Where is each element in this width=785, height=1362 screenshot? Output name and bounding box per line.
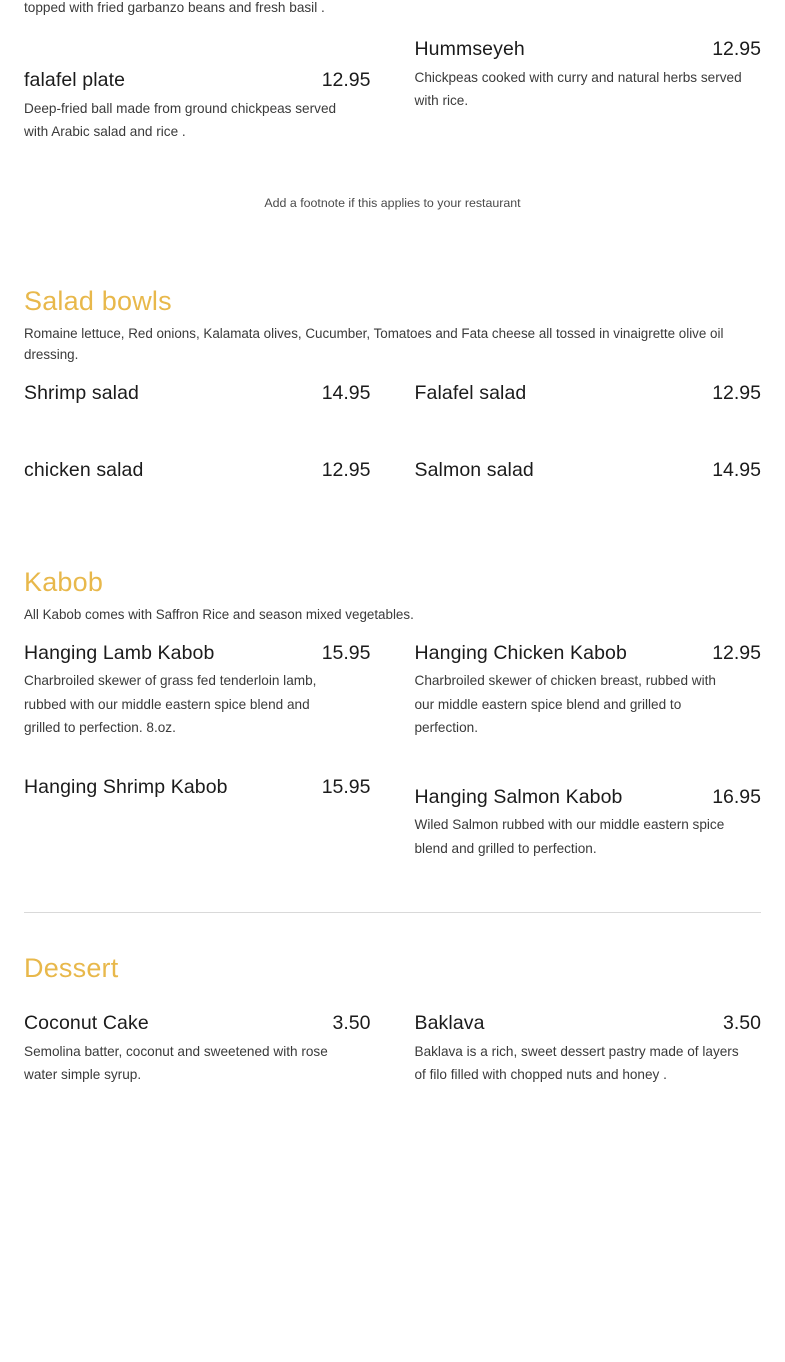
spacer	[24, 210, 761, 284]
menu-section-kabob	[24, 565, 761, 866]
menu-item-price: 3.50	[723, 1012, 761, 1035]
menu-item-salmon-salad	[415, 457, 762, 485]
menu-column-left	[24, 640, 393, 866]
menu-item-baklava	[415, 1010, 762, 1086]
menu-item-clipped	[24, 0, 371, 19]
menu-item-falafel-plate	[24, 67, 371, 143]
menu-item-description: Deep-fried ball made from ground chickpeas served with Arabic salad and rice .	[24, 101, 337, 140]
menu-item-header	[415, 457, 762, 485]
menu-item-coconut-cake	[24, 1010, 371, 1086]
menu-item-price: 15.95	[321, 775, 371, 798]
menu-item-header	[24, 457, 371, 485]
menu-item-name: Hanging Shrimp Kabob	[24, 775, 228, 798]
menu-item-description: Charbroiled skewer of grass fed tenderloin lamb, rubbed with our middle eastern spice blend and grilled to perfection. 8.oz.	[24, 673, 317, 736]
menu-item-price: 12.95	[321, 459, 371, 482]
spacer	[24, 491, 761, 565]
section-subtitle: Romaine lettuce, Red onions, Kalamata olives, Cucumber, Tomatoes and Fata cheese all tossed in vinaigrette olive oil dressing.	[24, 325, 724, 363]
menu-column-left	[24, 380, 393, 491]
menu-item-header	[415, 380, 762, 408]
menu-column-right	[393, 640, 762, 866]
menu-section-salad-bowls	[24, 284, 761, 491]
menu-item-header	[24, 640, 371, 668]
menu-item-name: Hummseyeh	[414, 38, 525, 60]
menu-item-shrimp-salad	[24, 380, 371, 408]
menu-column-left	[24, 1010, 393, 1092]
menu-item-description: Wiled Salmon rubbed with our middle eastern spice blend and grilled to perfection.	[414, 817, 725, 856]
spacer	[24, 866, 761, 912]
menu-item-name: Falafel salad	[414, 381, 527, 404]
menu-item-hanging-chicken-kabob	[415, 640, 762, 740]
menu-item-price: 16.95	[712, 785, 761, 808]
menu-item-description: Charbroiled skewer of chicken breast, rubbed with our middle eastern spice blend and grilled to perfection.	[414, 673, 716, 736]
menu-item-header	[415, 36, 762, 64]
section-title: Kabob	[24, 567, 104, 598]
menu-item-header	[24, 380, 371, 408]
menu-item-name: Coconut Cake	[24, 1012, 149, 1035]
menu-item-hanging-shrimp-kabob	[24, 774, 371, 802]
menu-item-price: 12.95	[712, 381, 761, 404]
menu-item-price: 3.50	[332, 1012, 371, 1035]
menu-item-hummseyeh	[415, 36, 762, 112]
menu-item-price: 12.95	[712, 38, 761, 60]
menu-item-description: Baklava is a rich, sweet dessert pastry made of layers of filo filled with chopped nuts and honey .	[414, 1043, 739, 1083]
menu-item-header	[24, 1010, 371, 1038]
menu-item-name: Hanging Lamb Kabob	[24, 641, 215, 664]
menu-item-price: 12.95	[712, 641, 761, 664]
section-title: Salad bowls	[24, 285, 172, 316]
menu-item-price: 12.95	[321, 69, 371, 92]
menu-grid	[24, 380, 761, 491]
menu-footnote: Add a footnote if this applies to your restaurant	[264, 195, 521, 210]
spacer	[24, 913, 761, 951]
menu-item-name: chicken salad	[24, 459, 144, 482]
menu-item-name: Hanging Salmon Kabob	[414, 785, 623, 808]
menu-item-chicken-salad	[24, 457, 371, 485]
menu-item-name: Hanging Chicken Kabob	[414, 641, 627, 664]
menu-section-dessert	[24, 951, 761, 1093]
menu-item-price: 15.95	[321, 641, 371, 664]
menu-grid	[24, 640, 761, 866]
menu-grid	[24, 1010, 761, 1092]
menu-item-name: Salmon salad	[414, 459, 534, 482]
section-subtitle: All Kabob comes with Saffron Rice and season mixed vegetables.	[24, 607, 414, 623]
menu-column-right	[393, 1010, 762, 1092]
menu-item-description: topped with fried garbanzo beans and fresh basil .	[24, 0, 325, 15]
menu-item-hanging-salmon-kabob	[415, 784, 762, 860]
menu-item-name: Shrimp salad	[24, 381, 140, 404]
menu-item-header	[415, 1010, 762, 1038]
menu-item-name: Baklava	[414, 1012, 485, 1035]
section-title: Dessert	[24, 952, 119, 983]
menu-column-left	[24, 0, 393, 150]
menu-item-falafel-salad	[415, 380, 762, 408]
menu-item-description: Chickpeas cooked with curry and natural herbs served with rice.	[414, 69, 742, 109]
menu-section-partial-top	[24, 0, 761, 150]
menu-item-header	[415, 784, 762, 812]
menu-item-name: falafel plate	[24, 69, 126, 92]
menu-item-header	[415, 640, 762, 668]
menu-item-header	[24, 67, 371, 95]
menu-item-price: 14.95	[712, 459, 761, 482]
menu-item-header	[24, 774, 371, 802]
menu-column-right	[393, 380, 762, 491]
menu-item-hanging-lamb-kabob	[24, 640, 371, 740]
menu-item-description: Semolina batter, coconut and sweetened with rose water simple syrup.	[24, 1043, 328, 1083]
menu-item-price: 14.95	[321, 381, 371, 404]
menu-column-right	[393, 0, 762, 150]
